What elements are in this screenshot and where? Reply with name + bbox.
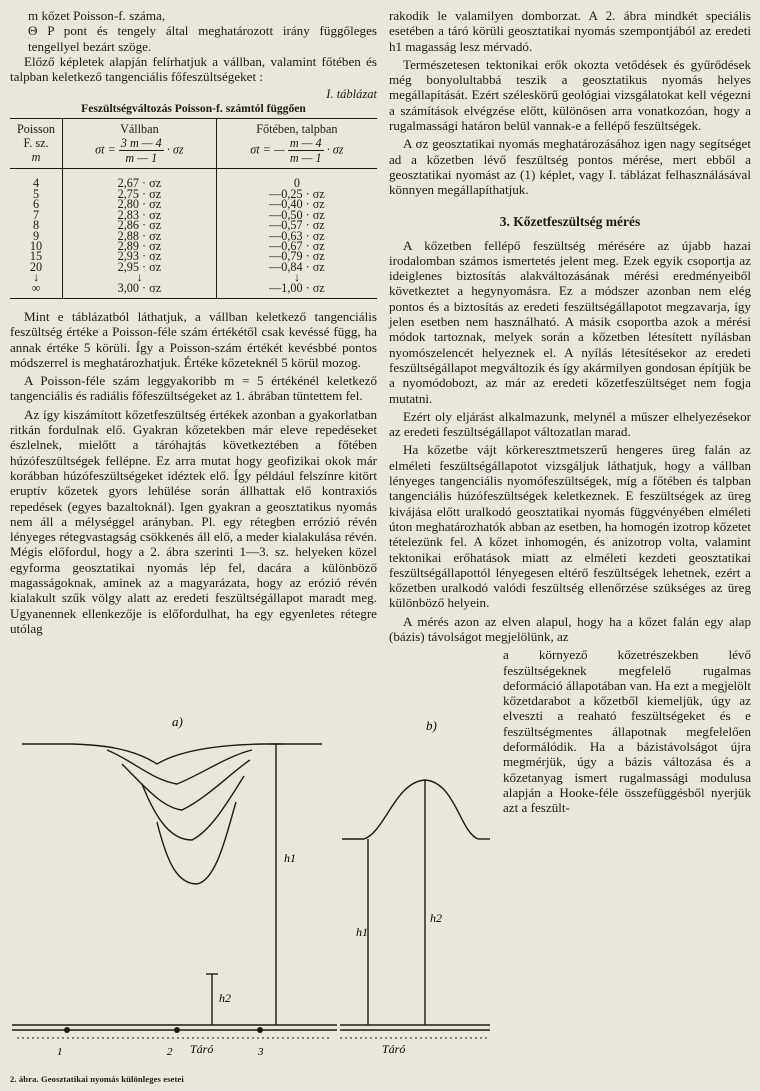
table-cell-m: 10 <box>29 238 43 253</box>
table-cell-t: —0,50 · σz <box>216 210 377 220</box>
label-b: b) <box>426 718 437 733</box>
table-cell-m: 9 <box>32 228 40 243</box>
table-cell-s: 2,83 · σz <box>63 210 217 220</box>
table-cell-m: ∞ <box>10 283 63 299</box>
label-taro-a: Táró <box>190 1042 214 1056</box>
header-m-line1: Poisson <box>17 122 55 137</box>
table-title: Feszültségváltozás Poisson-f. számtól függően <box>81 102 306 116</box>
header-m-line3: m <box>31 150 41 165</box>
table-cell-m: 4 <box>32 176 40 191</box>
label-h2-a: h2 <box>219 991 231 1005</box>
table-cell-t: ↓ <box>216 272 377 282</box>
table-cell-s: 2,80 · σz <box>63 199 217 209</box>
formula-fotaban-lhs: σt = — <box>250 142 285 157</box>
paragraph-sigma-z: A σz geosztatikai nyomás meghatározásához igen nagy segítséget ad a kőzetben lévő feszültség pontos mérése, mert ebből a geosztatikai nyomást az (1) képlet, vagy I. táblázat felhasználásával könnyen megállapíthatjuk. <box>389 136 751 198</box>
table-cell-m: 8 <box>32 218 40 233</box>
surface-line-top <box>22 744 322 764</box>
label-h2-b: h2 <box>430 911 442 925</box>
surface-line-4 <box>142 776 244 840</box>
table-cell-m: 5 <box>32 186 40 201</box>
formula-fotaban-fraction <box>288 136 324 165</box>
formula-vallban-fraction <box>119 136 164 165</box>
definition-theta: Θ P pont és tengely által meghatározott irány függőleges tengellyel bezárt szöge. <box>28 23 377 54</box>
table-cell-t: —0,63 · σz <box>216 231 377 241</box>
table-cell-t: —0,57 · σz <box>216 220 377 230</box>
table-cell-t: —0,67 · σz <box>216 241 377 251</box>
table-row <box>10 169 377 189</box>
table-cell-s: 2,67 · σz <box>63 169 217 189</box>
hill-curve <box>364 780 478 839</box>
point-2 <box>174 1027 180 1033</box>
paragraph-table-note: Mint e táblázatból láthatjuk, a vállban keletkező tangenciális feszültség értéke a Poisson-féle szám értékétől csak kevéssé függ, ha annak értéke 5 körüli. Így a Poisson-szám értékét kevésbbé pontos módszerrel is meghatározhatjuk. Értéke kőzeteknél 5 körül mozog. <box>10 308 377 370</box>
formula-fotaban <box>219 136 375 165</box>
label-h1-b: h1 <box>356 925 368 939</box>
table-cell-m: 6 <box>32 197 40 212</box>
paragraph-continued: rakodik le valamilyen domborzat. A 2. ábra mindkét speciális esetében a táró körüli geosztatikai nyomás szempontjából az eredeti h1 magasság lesz mérvadó. <box>389 8 751 54</box>
surface-line-3 <box>122 760 250 810</box>
table-cell-t: —0,84 · σz <box>216 262 377 272</box>
right-column <box>389 8 751 819</box>
definition-m: m kőzet Poisson-f. száma, <box>28 8 166 23</box>
header-fotaban <box>216 119 377 169</box>
formula-vallban-num: 3 m — 4 <box>120 136 162 151</box>
paragraph-method: Ezért oly eljárást alkalmazunk, melynél a műszer elhelyezésekor az eredeti feszültségállapot változatlan marad. <box>389 408 751 440</box>
formula-vallban <box>65 136 214 165</box>
table-cell-s: 3,00 · σz <box>63 283 217 299</box>
formula-vallban-lhs: σt = <box>95 142 116 157</box>
table-cell-s: 2,93 · σz <box>63 251 217 261</box>
table-cell-s: 2,88 · σz <box>63 231 217 241</box>
table-cell-t: —0,40 · σz <box>216 199 377 209</box>
label-h1-a: h1 <box>284 851 296 865</box>
label-1: 1 <box>57 1046 63 1058</box>
table-cell-s: 2,95 · σz <box>63 262 217 272</box>
table-cell-t: —0,25 · σz <box>216 189 377 199</box>
table-cell-m: 20 <box>29 259 43 274</box>
table-cell-s: 2,86 · σz <box>63 220 217 230</box>
table-cell-t: 0 <box>216 169 377 189</box>
paragraph-cylinder: Ha kőzetbe vájt körkeresztmetszerű hengeres üreg falán az elméleti feszültségállapotot vizsgáljuk láthatjuk, hogy a vállban lényeges tangenciális nyomófeszültségek, míg a főtében és talpban tangenciális húzófeszültségek keletkeznek. E feszültségek az üreg kivájása előtt uralkodó geosztatikai nyomás függvényében elméleti úton meghatározhatók abban az esetben, ha homogén izotrop kőzetet tételezünk fel. A kőzet inhomogén, és anizotrop volta, valamint tektonikai erőhatások miatt az elméleti kezdeti geosztatikai feszültségállapottól lényegesen eltérő feszültségek lehetnek, ezért a kőzetben uralkodó valódi feszültség ellenőrzése szükséges az üreg különböző helyein. <box>389 442 751 611</box>
formula-fotaban-rhs: · σz <box>326 142 344 157</box>
table-row <box>10 262 377 272</box>
paragraph-tectonic: Természetesen tektonikai erők okozta vetődések és gyűrődések még bonyolultabbá teszik a geosztatikus nyomás helyes megállapítását. Ezért széleskörű geológiai vizsgálatokat kell végezni a számítások elvégzése előtt, különösen arra vonatkozóan, hogy a rugalmassági határon belül vannak-e a fellépő feszültségek. <box>389 56 751 134</box>
section-heading: 3. Kőzetfeszültség mérés <box>499 213 641 229</box>
header-m <box>10 119 63 169</box>
formula-fotaban-num: m — 4 <box>289 136 322 151</box>
paragraph-measurement: A kőzetben fellépő feszültség mérésére az újabb hazai irodalomban számos ismertetés jelent meg. Ezek egyik csoportja az ideiglenes biztosítás alakváltozásának mérési eredményeiből következtet a hegynyomásra. Ez a módszer azonban nem elég pontos és a biztosítás az eredeti feszültségállapotot megzavarja, így jelen esetben nem használható. A másik csoportba azok a mérési módok tartoznak, melyek során a kőzetben létesített nyílásban nyomószelencét helyeznek el. A nyílás létesítésekor az eredeti feszültségállapot megváltozik és így akármilyen gondosan építjük be a nyomódobozt, az már az eredeti kőzetfeszültséget nem fogja mutatni. <box>389 237 751 406</box>
figure-b <box>340 712 490 1070</box>
poisson-table <box>10 118 377 298</box>
formula-fotaban-den: m — 1 <box>289 151 322 166</box>
table-cell-s: ↓ <box>63 272 217 282</box>
paragraph-poisson-5: A Poisson-féle szám leggyakoribb m = 5 értékénél keletkező tangenciális és radiális főfeszültségeket az 1. ábrában tüntettem fel. <box>10 373 377 404</box>
label-3: 3 <box>258 1046 264 1058</box>
header-vallban-label: Vállban <box>120 122 159 137</box>
header-vallban <box>63 119 217 169</box>
paragraph-principle: A mérés azon az elven alapul, hogy ha a kőzet falán egy alap (bázis) távolságot megjelölünk, az <box>389 613 751 644</box>
label-a: a) <box>172 714 183 729</box>
header-m-line2: F. sz. <box>23 136 49 151</box>
table-cell-m: 7 <box>32 207 40 222</box>
point-1 <box>64 1027 70 1033</box>
point-3 <box>257 1027 263 1033</box>
figure-a <box>12 712 340 1070</box>
table-cell-t: —0,79 · σz <box>216 251 377 261</box>
table-cell-t: —1,00 · σz <box>216 283 377 299</box>
table-row <box>10 283 377 299</box>
table-cell-m: ↓ <box>32 270 40 285</box>
table-cell-m: 15 <box>29 249 43 264</box>
figure-caption: 2. ábra. Geosztatikai nyomás különleges esetei <box>10 1074 184 1084</box>
intro-paragraph: Előző képletek alapján felírhatjuk a vállban, valamint főtében és talpban keletkező tangenciális főfeszültségeket : <box>10 53 377 85</box>
header-fotaban-label: Főtében, talpban <box>256 122 338 137</box>
paragraph-geostatic: Az így kiszámított kőzetfeszültség értékek azonban a gyakorlatban ritkán fordulnak elő. Gyakran kőzetekben már eleve repedéseket észlelnek, mielőtt a táróhajtás következtében a főtében húzófeszültségek fellépne. Ez arra mutat hogy geofizikai okok már korábban húzófeszültségeket idéztek elő. Így például felszínre kitört eruptív kőzetek gyors lehülése során állhattak elő kontraxiós repedések (egyes bazaltoknál). Igen gyakran a geosztatikus nyomás nem áll a mélységgel arányban. Pl. egy rétegben errózió révén lényeges rétegvastagság csökkenés áll elő, a meder kialakulása révén. Mégis előfordul, hogy a 2. ábra szerinti 1—3. sz. helyeken közel egyforma geosztatikai nyomás lép fel, dacára a különböző magasságoknak, aminek az a magyarázata, hogy az erózió révén kialakult szűk völgy alatt az eredeti feszültségállapot maradt meg. Ugyanennek ellenkezője is előfordulhat, ha egy egyenletes rétegre utólag <box>10 406 377 636</box>
paragraph-principle-wrap: a környező kőzetrészekben lévő feszültségeknek megfelelő rugalmas deformáció állapotában van. Ha ezt a megjelölt kőzetdarabot a kőzetből kiemeljük, úgy az elveszti a reaható feszültségeket és e feszültségmentes állapotnak megfelelően deformálódik. Ha a bázistávolságot újra megmérjük, úgy a bázis változása és a kőzetanyag ismert rugalmassági modulusa alapján a Hooke-féle összefüggésből nyerjük azt a feszült- <box>503 647 751 816</box>
surface-line-5 <box>157 802 236 884</box>
table-cell-s: 2,75 · σz <box>63 189 217 199</box>
table-reference: I. táblázat <box>326 87 377 102</box>
table-cell-s: 2,89 · σz <box>63 241 217 251</box>
formula-vallban-den: m — 1 <box>125 151 158 166</box>
table-body <box>10 169 377 298</box>
label-2: 2 <box>167 1046 173 1058</box>
left-column <box>10 8 377 639</box>
label-taro-b: Táró <box>382 1042 406 1056</box>
formula-vallban-rhs: · σz <box>166 142 184 157</box>
